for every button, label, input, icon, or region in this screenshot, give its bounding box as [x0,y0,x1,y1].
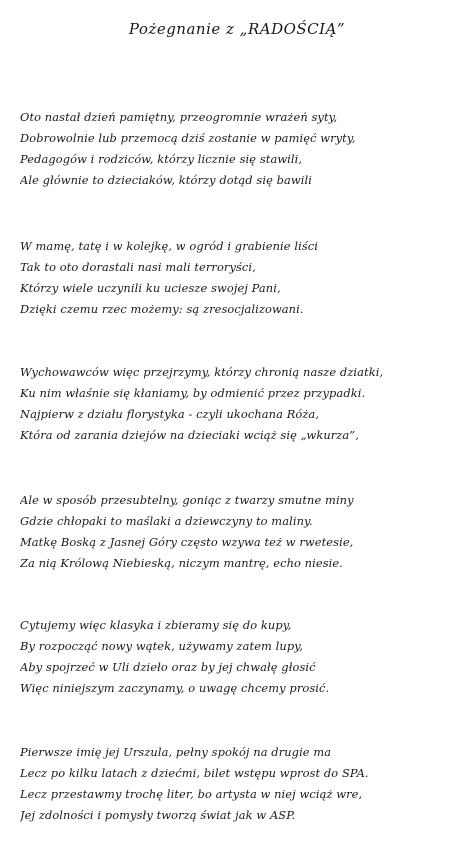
poem-line: W mamę, tatę i w kolejkę, w ogród i grabienie liści [20,239,319,253]
poem-line: Jej zdolności i pomysły tworzą świat jak w ASP. [20,808,296,822]
poem-line: Tak to oto dorastali nasi mali terroryści, [20,260,256,274]
stanza-5 [20,615,466,699]
poem-line: Cytujemy więc klasyka i zbieramy się do kupy, [20,618,292,632]
stanza-3 [20,362,466,446]
poem-line: Lecz przestawmy trochę liter, bo artysta w niej wciąż wre, [20,787,363,801]
poem-line: Za nią Królową Niebieską, niczym mantrę, echo niesie. [20,556,343,570]
poem-line: Oto nastał dzień pamiętny, przeogromnie wrażeń syty, [20,110,338,124]
poem-line: Ku nim właśnie się kłaniamy, by odmienić przez przypadki. [20,386,366,400]
poem-line: Najpierw z działu florystyka - czyli ukochana Róża, [20,407,320,421]
poem-line: Pedagogów i rodziców, którzy licznie się stawili, [20,152,303,166]
poem-line: Ale w sposób przesubtelny, goniąc z twarzy smutne miny [20,493,354,507]
poem-line: Więc niniejszym zaczynamy, o uwagę chcemy prosić. [20,681,330,695]
poem-line: Dobrowolnie lub przemocą dziś zostanie w pamięć wryty, [20,131,356,145]
poem-line: Lecz po kilku latach z dziećmi, bilet wstępu wprost do SPA. [20,766,369,780]
poem-title: Pożegnanie z „RADOŚCIĄ” [128,20,346,38]
poem-line: Gdzie chłopaki to maślaki a dziewczyny to maliny. [20,514,313,528]
stanza-2 [20,236,466,320]
poem-line: Dzięki czemu rzec możemy: są zresocjalizowani. [20,302,304,316]
poem-line: Ale głównie to dzieciaków, którzy dotąd się bawili [20,173,312,187]
stanza-6 [20,742,466,826]
stanza-1 [20,107,466,191]
poem-line: Która od zarania dziejów na dzieciaki wciąż się „wkurza”, [20,428,359,442]
poem-line: Którzy wiele uczynili ku uciesze swojej Pani, [20,281,281,295]
poem-line: Aby spojrzeć w Uli dzieło oraz by jej chwałę głosić [20,660,316,674]
poem-line: Matkę Boską z Jasnej Góry często wzywa też w rwetesie, [20,535,354,549]
poem-line: Wychowawców więc przejrzymy, którzy chronią nasze dziatki, [20,365,384,379]
poem-line: Pierwsze imię jej Urszula, pełny spokój na drugie ma [20,745,332,759]
poem-line: By rozpocząć nowy wątek, używamy zatem lupy, [20,639,303,653]
stanza-4 [20,490,466,574]
